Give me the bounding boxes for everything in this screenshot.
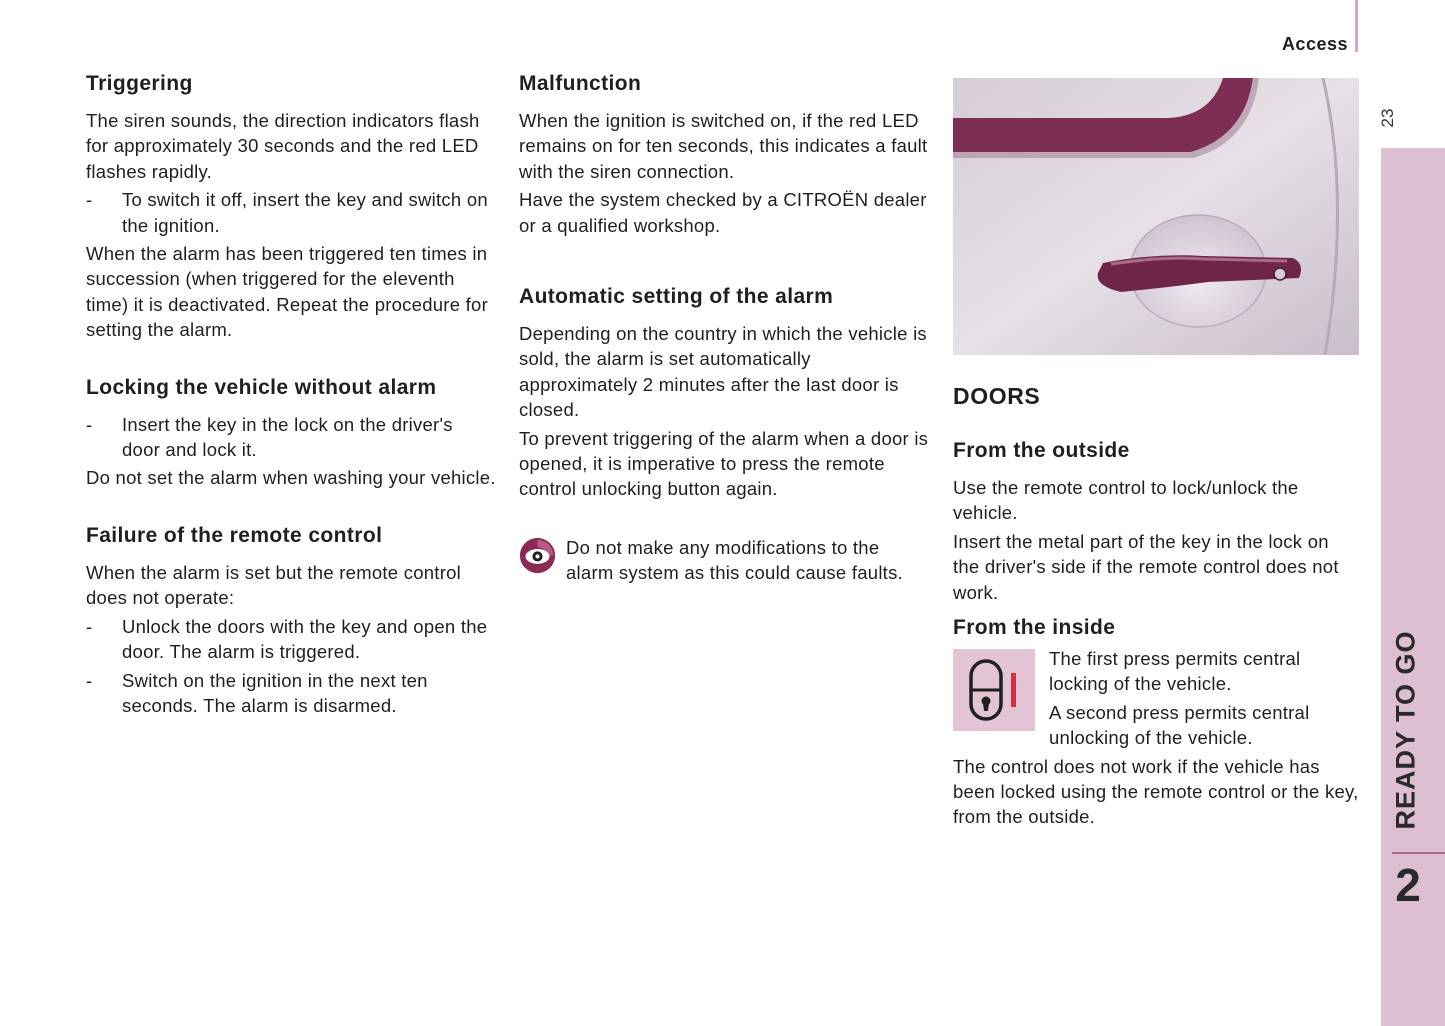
- failure-title: Failure of the remote control: [86, 523, 383, 547]
- central-lock-block: [953, 646, 1359, 751]
- column-2: [519, 70, 929, 589]
- section-header: Access: [1281, 34, 1348, 54]
- triggering-text-2: When the alarm has been triggered ten times in succession (when triggered for the eleventh time) it is deactivated. Repeat the procedure for setting the alarm.: [86, 243, 488, 341]
- locking-title: Locking the vehicle without alarm: [86, 375, 437, 399]
- inside-text: The first press permits central locking of the vehicle.: [1049, 648, 1301, 695]
- outside-section: [953, 437, 1359, 605]
- warning-note: [519, 535, 929, 586]
- warning-text: Do not make any modifications to the alarm system as this could cause faults.: [566, 536, 903, 584]
- malfunction-text-2: Have the system checked by a CITROËN dealer or a qualified workshop.: [519, 189, 927, 236]
- outside-text: Use the remote control to lock/unlock the vehicle.: [953, 477, 1299, 524]
- eye-warning-icon: [519, 537, 556, 574]
- inside-text-2: A second press permits central unlocking of the vehicle.: [1049, 701, 1310, 749]
- central-lock-button-icon: [953, 649, 1035, 731]
- malfunction-section: [519, 70, 929, 238]
- failure-bullet-2: - Switch on the ignition in the next ten seconds. The alarm is disarmed.: [86, 668, 496, 719]
- page-number: 23: [1378, 108, 1397, 128]
- doors-title: DOORS: [953, 383, 1041, 409]
- header-rule: [1355, 0, 1358, 52]
- inside-section: [953, 614, 1359, 830]
- door-handle-photo: [953, 78, 1359, 355]
- automatic-text: Depending on the country in which the vehicle is sold, the alarm is set automatically approximately 2 minutes after the last door is closed.: [519, 323, 927, 421]
- malfunction-text: When the ignition is switched on, if the red LED remains on for ten seconds, this indicates a fault with the siren connection.: [519, 110, 928, 182]
- locking-bullet: - Insert the key in the lock on the driver's door and lock it.: [86, 412, 496, 463]
- locking-section: [86, 374, 496, 491]
- locking-text: Do not set the alarm when washing your vehicle.: [86, 467, 496, 489]
- inside-title: From the inside: [953, 616, 1116, 640]
- inside-text-3: The control does not work if the vehicle has been locked using the remote control or the key, from the outside.: [953, 755, 1359, 828]
- failure-text: When the alarm is set but the remote control does not operate:: [86, 561, 462, 609]
- triggering-section: [86, 70, 496, 343]
- malfunction-title: Malfunction: [519, 72, 642, 95]
- automatic-section: [519, 283, 929, 502]
- failure-section: [86, 522, 496, 718]
- automatic-text-2: To prevent triggering of the alarm when a door is opened, it is imperative to press the remote control unlocking button again.: [519, 427, 929, 500]
- outside-text-2: Insert the metal part of the key in the lock on the driver's side if the remote control does not work.: [953, 530, 1339, 603]
- automatic-title: Automatic setting of the alarm: [519, 285, 834, 309]
- chapter-number: 2: [1395, 859, 1421, 911]
- chapter-tab-divider: [1392, 852, 1445, 854]
- triggering-title: Triggering: [86, 72, 193, 95]
- triggering-bullet: - To switch it off, insert the key and switch on the ignition.: [86, 187, 496, 238]
- triggering-text: The siren sounds, the direction indicators flash for approximately 30 seconds and the red LED flashes rapidly.: [86, 110, 480, 182]
- column-3: [953, 78, 1359, 833]
- column-1: [86, 70, 496, 721]
- failure-bullet-1: - Unlock the doors with the key and open the door. The alarm is triggered.: [86, 614, 496, 665]
- outside-title: From the outside: [953, 439, 1130, 462]
- chapter-tab-label: READY TO GO: [1390, 630, 1421, 830]
